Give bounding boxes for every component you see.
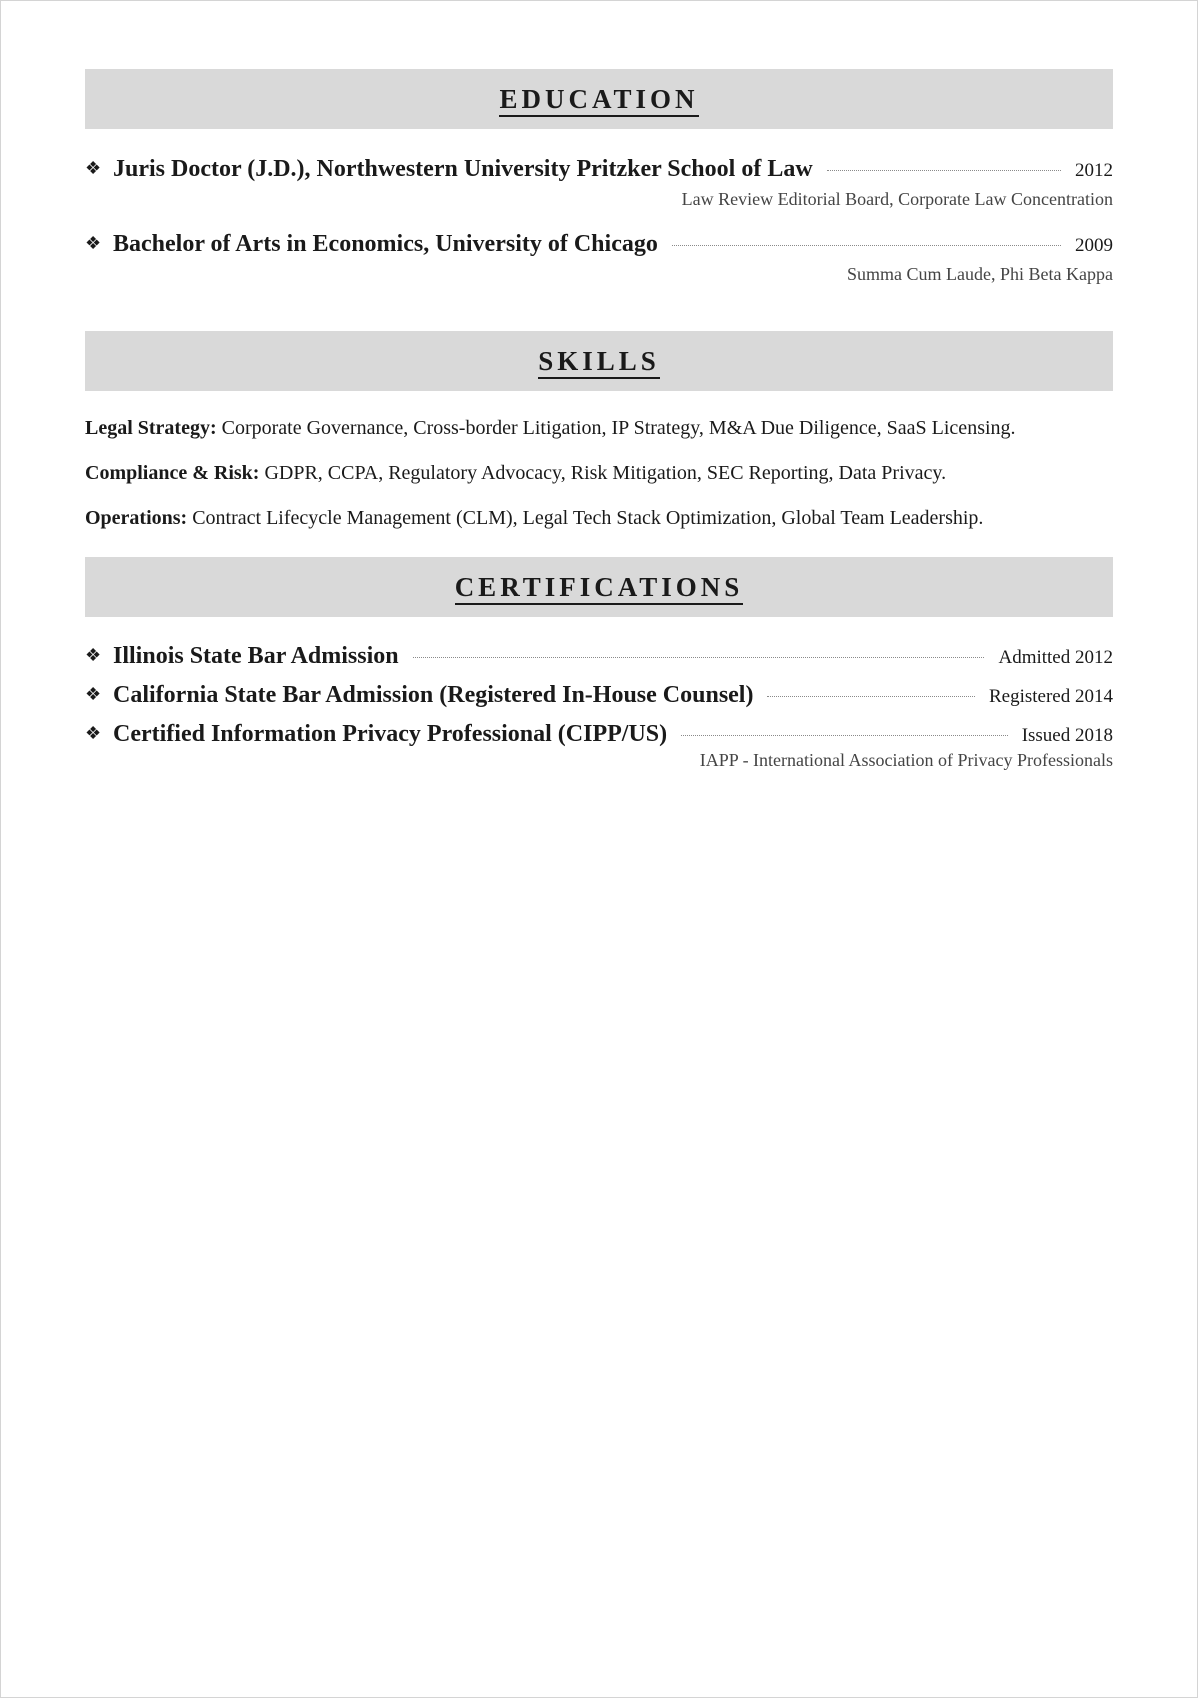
diamond-bullet-icon: ❖ (85, 684, 102, 704)
certification-item (85, 643, 1113, 670)
dotted-leader (672, 245, 1061, 246)
dotted-leader (681, 735, 1008, 736)
diamond-bullet-icon: ❖ (85, 645, 102, 665)
graduation-year: 2009 (1075, 235, 1113, 256)
certification-row (85, 682, 1113, 709)
skill-label: Compliance & Risk: (85, 462, 260, 484)
skills-list (85, 415, 1113, 531)
dotted-leader (413, 657, 985, 658)
education-title: EDUCATION (499, 84, 698, 117)
skill-text: Corporate Governance, Cross-border Litigation, IP Strategy, M&A Due Diligence, SaaS Licensing. (221, 417, 1016, 439)
skill-line (85, 505, 1113, 531)
education-detail: Summa Cum Laude, Phi Beta Kappa (847, 264, 1113, 284)
diamond-bullet-icon: ❖ (85, 233, 102, 253)
certification-row (85, 721, 1113, 748)
diamond-bullet-icon: ❖ (85, 723, 102, 743)
certifications-list (85, 643, 1113, 771)
dotted-leader (827, 170, 1061, 171)
education-detail: Law Review Editorial Board, Corporate Law Concentration (681, 189, 1113, 209)
graduation-year: 2012 (1075, 160, 1113, 181)
skill-label: Legal Strategy: (85, 417, 217, 439)
certifications-header (85, 557, 1113, 617)
certification-item (85, 721, 1113, 771)
education-item-row (85, 231, 1113, 258)
dotted-leader (767, 696, 975, 697)
education-item-row (85, 156, 1113, 183)
certification-row (85, 643, 1113, 670)
certification-item (85, 682, 1113, 709)
certification-title: Certified Information Privacy Professional (CIPP/US) (113, 721, 668, 747)
diamond-bullet-icon: ❖ (85, 158, 102, 178)
education-item (85, 231, 1113, 285)
education-list (85, 156, 1113, 285)
skill-label: Operations: (85, 507, 188, 529)
certification-title: Illinois State Bar Admission (113, 643, 399, 669)
certification-title: California State Bar Admission (Registered In-House Counsel) (113, 682, 754, 708)
certification-date: Registered 2014 (988, 686, 1113, 707)
degree-title: Bachelor of Arts in Economics, University of Chicago (113, 231, 658, 257)
skill-line (85, 460, 1113, 486)
skill-text: GDPR, CCPA, Regulatory Advocacy, Risk Mitigation, SEC Reporting, Data Privacy. (264, 462, 947, 484)
education-header (85, 69, 1113, 129)
skills-header (85, 331, 1113, 391)
certification-date: Admitted 2012 (998, 647, 1113, 668)
education-item (85, 156, 1113, 210)
certification-issuer: IAPP - International Association of Privacy Professionals (699, 750, 1113, 770)
skill-line (85, 415, 1113, 441)
degree-title: Juris Doctor (J.D.), Northwestern University Pritzker School of Law (113, 156, 813, 182)
skill-text: Contract Lifecycle Management (CLM), Legal Tech Stack Optimization, Global Team Leadership. (192, 507, 984, 529)
certifications-title: CERTIFICATIONS (455, 572, 744, 605)
skills-title: SKILLS (538, 346, 660, 379)
certification-date: Issued 2018 (1021, 725, 1113, 746)
